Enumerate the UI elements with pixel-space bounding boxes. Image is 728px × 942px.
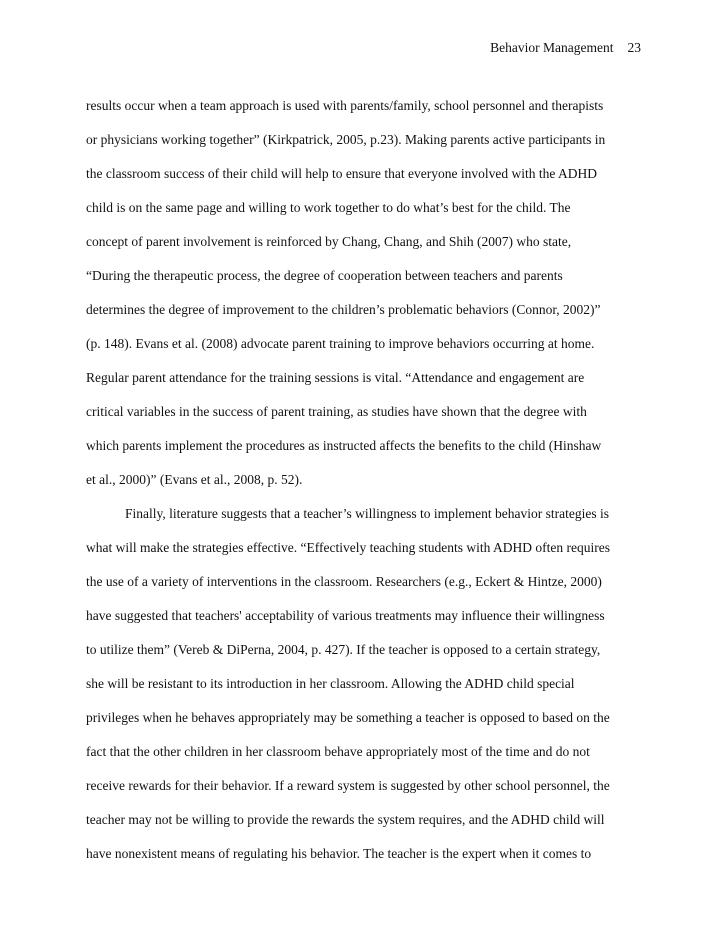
body-line: to utilize them” (Vereb & DiPerna, 2004, p. 427). If the teacher is opposed to a certain strategy,	[86, 642, 601, 657]
body-line: teacher may not be willing to provide the rewards the system requires, and the ADHD child will	[86, 812, 605, 827]
body-line: critical variables in the success of parent training, as studies have shown that the degree with	[86, 404, 587, 419]
body-line: what will make the strategies effective. “Effectively teaching students with ADHD often requires	[86, 540, 610, 555]
body-line: have suggested that teachers' acceptability of various treatments may influence their willingness	[86, 608, 605, 623]
body-line: determines the degree of improvement to the children’s problematic behaviors (Connor, 2002)”	[86, 302, 601, 317]
body-line: she will be resistant to its introduction in her classroom. Allowing the ADHD child special	[86, 676, 575, 691]
body-line: the classroom success of their child will help to ensure that everyone involved with the ADHD	[86, 166, 598, 181]
body-line: receive rewards for their behavior. If a reward system is suggested by other school personnel, the	[86, 778, 610, 793]
body-line: fact that the other children in her classroom behave appropriately most of the time and do not	[86, 744, 590, 759]
body-line: child is on the same page and willing to work together to do what’s best for the child. The	[86, 200, 571, 215]
paragraph-first-line: Finally, literature suggests that a teacher’s willingness to implement behavior strategies is	[125, 506, 610, 521]
body-line: or physicians working together” (Kirkpatrick, 2005, p.23). Making parents active participants in	[86, 132, 606, 147]
body-line: concept of parent involvement is reinforced by Chang, Chang, and Shih (2007) who state,	[86, 234, 572, 249]
body-line: which parents implement the procedures as instructed affects the benefits to the child (Hinshaw	[86, 438, 602, 453]
body-line: (p. 148). Evans et al. (2008) advocate parent training to improve behaviors occurring at home.	[86, 336, 595, 351]
page-number: 23	[627, 40, 641, 55]
body-line: et al., 2000)” (Evans et al., 2008, p. 52).	[86, 472, 303, 487]
body-line: “During the therapeutic process, the degree of cooperation between teachers and parents	[86, 268, 563, 283]
running-header	[490, 40, 641, 56]
body-line: the use of a variety of interventions in the classroom. Researchers (e.g., Eckert & Hintze, 2000)	[86, 574, 602, 589]
body-line: results occur when a team approach is used with parents/family, school personnel and therapists	[86, 98, 604, 113]
body-line: privileges when he behaves appropriately may be something a teacher is opposed to based on the	[86, 710, 610, 725]
body-line: Regular parent attendance for the training sessions is vital. “Attendance and engagement are	[86, 370, 585, 385]
body-line: have nonexistent means of regulating his behavior. The teacher is the expert when it comes to	[86, 846, 592, 861]
running-head-title: Behavior Management	[490, 40, 614, 55]
